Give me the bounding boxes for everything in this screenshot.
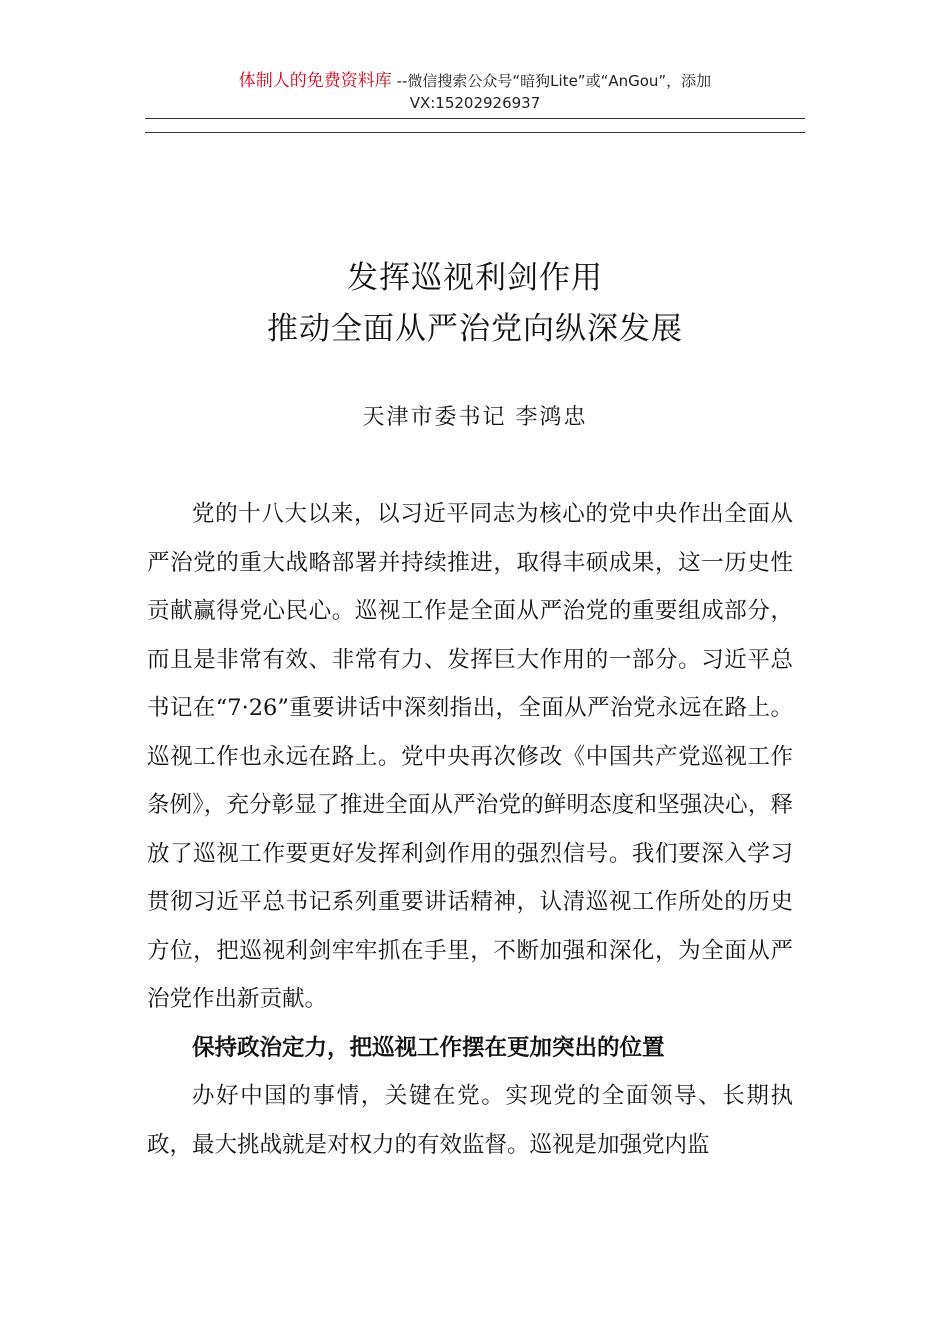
title-line2: 推动全面从严治党向纵深发展 <box>267 311 683 347</box>
title-line1: 发挥巡视利剑作用 <box>347 260 603 296</box>
header-line1: --微信搜索公众号“暗狗Lite”或“AnGou”，添加 <box>391 72 712 90</box>
header-rule-top <box>145 118 805 119</box>
page-header <box>145 70 805 114</box>
article-body <box>147 490 793 1169</box>
header-rule-bottom <box>145 132 805 133</box>
section-heading: 保持政治定力，把巡视工作摆在更加突出的位置 <box>192 1034 665 1061</box>
header-brand: 体制人的免费资料库 <box>238 71 392 91</box>
author-line: 天津市委书记 李鸿忠 <box>362 405 588 430</box>
header-line2: VX:15202926937 <box>409 94 541 112</box>
paragraph-intro: 党的十八大以来，以习近平同志为核心的党中央作出全面从严治党的重大战略部署并持续推进，取得丰硕成果，这一历史性贡献赢得党心民心。巡视工作是全面从严治党的重要组成部分，而且是非常有效、非常有力、发挥巨大作用的一部分。习近平总书记在“7·26”重要讲话中深刻指出，全面从严治党永远在路上。巡视工作也永远在路上。党中央再次修改《中国共产党巡视工作条例》，充分彰显了推进全面从严治党的鲜明态度和坚强决心，释放了巡视工作要更好发挥利剑作用的强烈信号。我们要深入学习贯彻习近平总书记系列重要讲话精神，认清巡视工作所处的历史方位，把巡视利剑牢牢抓在手里，不断加强和深化，为全面从严治党作出新贡献。 <box>147 501 793 1012</box>
paragraph-section-1: 办好中国的事情，关键在党。实现党的全面领导、长期执政，最大挑战就是对权力的有效监督。巡视是加强党内监 <box>147 1083 793 1158</box>
